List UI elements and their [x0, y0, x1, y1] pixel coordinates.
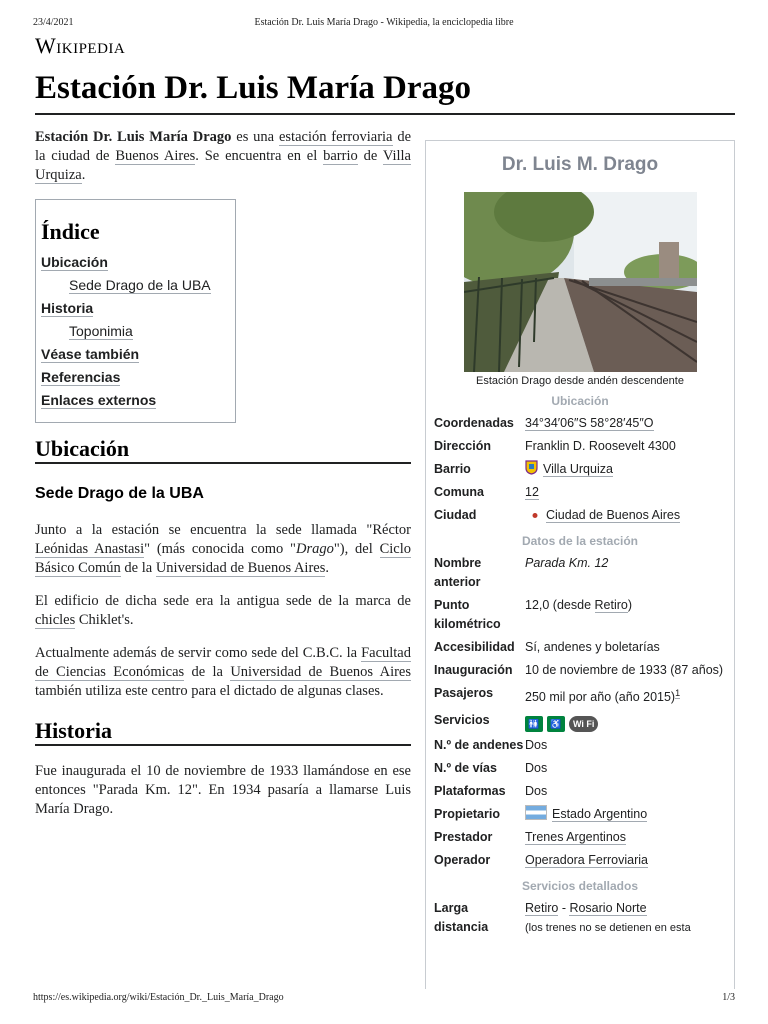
- toc-item-label: Referencias: [41, 369, 121, 385]
- paragraph-text: también utiliza este centro para el dictado de algunas clases.: [35, 683, 384, 699]
- wikipedia-logo[interactable]: Wikipedia: [35, 33, 126, 58]
- row-value: 12,0 (desde: [525, 598, 595, 612]
- link-uba-2[interactable]: Universidad de Buenos Aires: [230, 664, 412, 680]
- row-label: Prestador: [434, 830, 493, 845]
- infobox-row-nombre-anterior: [434, 552, 734, 594]
- toc-item-ubicacion[interactable]: [41, 251, 231, 274]
- paragraph-text: " (más conocida como ": [144, 541, 296, 557]
- toc-item-label: Toponimia: [69, 323, 133, 339]
- row-label: Ciudad: [434, 508, 477, 522]
- print-page-number: 1/3: [722, 992, 735, 1003]
- row-label: N.º de vías: [434, 761, 497, 776]
- intro-text: de: [357, 148, 383, 164]
- restroom-icon: 🚻: [525, 716, 543, 732]
- toc-item-label: Véase también: [41, 346, 140, 362]
- paragraph-text: de la: [120, 560, 156, 576]
- toc-item-vease-tambien[interactable]: [41, 343, 231, 366]
- paragraph-text: El edificio de dicha sede era la antigua sede de la marca de: [35, 593, 411, 609]
- intro-text: es una: [231, 129, 279, 145]
- link-buenos-aires[interactable]: Buenos Aires: [115, 148, 196, 164]
- infobox-row-andenes: [434, 734, 734, 757]
- photo-caption: Estación Drago desde andén descendente: [476, 375, 684, 387]
- link-ciudad-buenos-aires[interactable]: Ciudad de Buenos Aires: [546, 508, 681, 522]
- infobox-row-comuna: [434, 481, 734, 504]
- link-retiro-2[interactable]: Retiro: [525, 901, 559, 916]
- section-heading-historia: Historia: [35, 721, 411, 746]
- infobox-row-coordenadas: [434, 412, 734, 435]
- row-label: Dirección: [434, 439, 491, 453]
- row-label: Propietario: [434, 807, 500, 822]
- infobox-section-servicios: Servicios detallados: [521, 879, 639, 894]
- reference-link[interactable]: 1: [675, 688, 681, 698]
- row-value: Sí, andenes y boletarías: [525, 640, 660, 654]
- row-value: Dos: [525, 784, 548, 799]
- row-label: Pasajeros: [434, 686, 494, 700]
- infobox-row-pasajeros: [434, 682, 734, 709]
- intro-bold: Estación Dr. Luis María Drago: [35, 129, 232, 145]
- row-value: 10 de noviembre de 1933 (87 años): [525, 663, 724, 677]
- infobox-row-operador: [434, 849, 734, 872]
- row-label: Punto kilométrico: [434, 598, 501, 631]
- link-trenes-argentinos[interactable]: Trenes Argentinos: [525, 830, 626, 845]
- row-note: (los trenes no se detienen en esta: [525, 922, 691, 935]
- row-label: Barrio: [434, 462, 471, 476]
- infobox-row-accesibilidad: [434, 636, 734, 659]
- row-label: Servicios: [434, 713, 490, 728]
- infobox-section-ubicacion: Ubicación: [551, 394, 609, 408]
- row-value: Dos: [525, 738, 548, 753]
- link-barrio[interactable]: barrio: [323, 148, 358, 164]
- row-label: Accesibilidad: [434, 640, 515, 654]
- city-flag-icon: [529, 510, 541, 521]
- link-comuna[interactable]: 12: [525, 485, 539, 499]
- intro-text: . Se encuentra en el: [195, 148, 324, 164]
- row-value: 250 mil por año (año 2015): [525, 690, 676, 705]
- wifi-icon: Wi Fi: [569, 716, 598, 732]
- paragraph-actualmente: [35, 644, 411, 701]
- row-value: Franklin D. Roosevelt 4300: [525, 439, 676, 453]
- article-content: [35, 128, 411, 833]
- infobox-row-vias: [434, 757, 734, 780]
- coordinates-link[interactable]: 34°34′06″S 58°28′45″O: [525, 416, 654, 430]
- print-title: Estación Dr. Luis María Drago - Wikipedia, la enciclopedia libre: [254, 17, 514, 28]
- link-estado-argentino[interactable]: Estado Argentino: [552, 807, 648, 822]
- print-url: https://es.wikipedia.org/wiki/Estación_Dr._Luis_María_Drago: [33, 992, 284, 1003]
- link-villa-urquiza[interactable]: Villa Urquiza: [35, 148, 411, 183]
- paragraph-text: .: [325, 560, 329, 576]
- infobox-row-servicios: [434, 709, 734, 734]
- toc-item-label: Historia: [41, 300, 94, 316]
- wheelchair-icon: ♿: [547, 716, 565, 732]
- toc-title: Índice: [41, 219, 100, 244]
- print-date: 23/4/2021: [33, 17, 74, 28]
- section-heading-ubicacion: Ubicación: [35, 439, 411, 464]
- link-villa-urquiza-barrio[interactable]: Villa Urquiza: [543, 462, 613, 476]
- infobox-section-datos: Datos de la estación: [521, 534, 639, 548]
- paragraph-text: Junto a la estación se encuentra la sede llamada "Réctor: [35, 522, 411, 538]
- intro-text: .: [81, 167, 86, 183]
- subsection-heading-sede-drago: Sede Drago de la UBA: [35, 485, 204, 502]
- toc-item-sede-drago[interactable]: [41, 274, 231, 297]
- table-of-contents: [35, 199, 236, 423]
- paragraph-text: Chiklet's.: [75, 612, 134, 628]
- row-value: Parada Km. 12: [525, 556, 609, 570]
- row-label: Nombre anterior: [434, 556, 482, 589]
- toc-item-enlaces-externos[interactable]: [41, 389, 231, 412]
- row-value: Dos: [525, 761, 548, 776]
- row-label: Coordenadas: [434, 416, 514, 430]
- station-photo[interactable]: [464, 192, 697, 372]
- paragraph-text: de la: [184, 664, 231, 680]
- row-label: Operador: [434, 853, 491, 868]
- row-label: N.º de andenes: [434, 738, 524, 753]
- intro-paragraph: [35, 128, 411, 185]
- toc-item-referencias[interactable]: [41, 366, 231, 389]
- link-rosario-norte[interactable]: Rosario Norte: [569, 901, 647, 916]
- toc-item-label: Sede Drago de la UBA: [69, 277, 211, 293]
- row-value: -: [558, 901, 570, 916]
- link-operadora-ferroviaria[interactable]: Operadora Ferroviaria: [525, 853, 648, 868]
- paragraph-text: Actualmente además de servir como sede del C.B.C. la: [35, 645, 362, 661]
- row-label: Inauguración: [434, 663, 513, 677]
- link-chicles[interactable]: chicles: [35, 612, 76, 628]
- infobox-row-prestador: [434, 826, 734, 849]
- infobox: [425, 140, 735, 989]
- coat-of-arms-icon: [525, 460, 538, 475]
- infobox-row-punto-km: [434, 594, 734, 636]
- italic-drago: Drago: [295, 541, 334, 557]
- link-uba[interactable]: Universidad de Buenos Aires: [155, 560, 326, 576]
- paragraph-text: "), del: [333, 541, 380, 557]
- link-estacion-ferroviaria[interactable]: estación ferroviaria: [278, 129, 393, 145]
- link-ciclo-basico-comun[interactable]: Ciclo Básico Común: [35, 541, 411, 576]
- argentina-flag-icon: [525, 805, 547, 820]
- paragraph-edificio: [35, 592, 411, 630]
- link-retiro[interactable]: Retiro: [594, 598, 628, 612]
- toc-item-label: Enlaces externos: [41, 392, 157, 408]
- paragraph-sede: [35, 521, 411, 578]
- intro-text: de la ciudad de: [35, 129, 412, 164]
- infobox-row-larga-distancia: [434, 897, 734, 940]
- infobox-row-ciudad: [434, 504, 734, 527]
- infobox-row-plataformas: [434, 780, 734, 803]
- row-label: Comuna: [434, 485, 484, 499]
- link-leonidas-anastasi[interactable]: Leónidas Anastasi: [35, 541, 145, 557]
- infobox-row-inauguracion: [434, 659, 734, 682]
- page-title: Estación Dr. Luis María Drago: [35, 70, 735, 115]
- infobox-row-barrio: [434, 458, 734, 481]
- paragraph-historia: Fue inaugurada el 10 de noviembre de 1933 llamándose en ese entonces "Parada Km. 12". En 1934 pasaría a llamarse Luis María Drago.: [35, 763, 411, 817]
- row-label: Plataformas: [434, 784, 506, 799]
- infobox-title: Dr. Luis M. Drago: [501, 154, 659, 175]
- infobox-row-direccion: [434, 435, 734, 458]
- toc-item-label: Ubicación: [41, 254, 108, 270]
- toc-item-historia[interactable]: [41, 297, 231, 320]
- row-label: Larga distancia: [434, 901, 489, 935]
- infobox-row-propietario: [434, 803, 734, 826]
- toc-item-toponimia[interactable]: [41, 320, 231, 343]
- link-facultad-economicas[interactable]: Facultad de Ciencias Económicas: [35, 645, 411, 680]
- row-value: ): [627, 598, 633, 612]
